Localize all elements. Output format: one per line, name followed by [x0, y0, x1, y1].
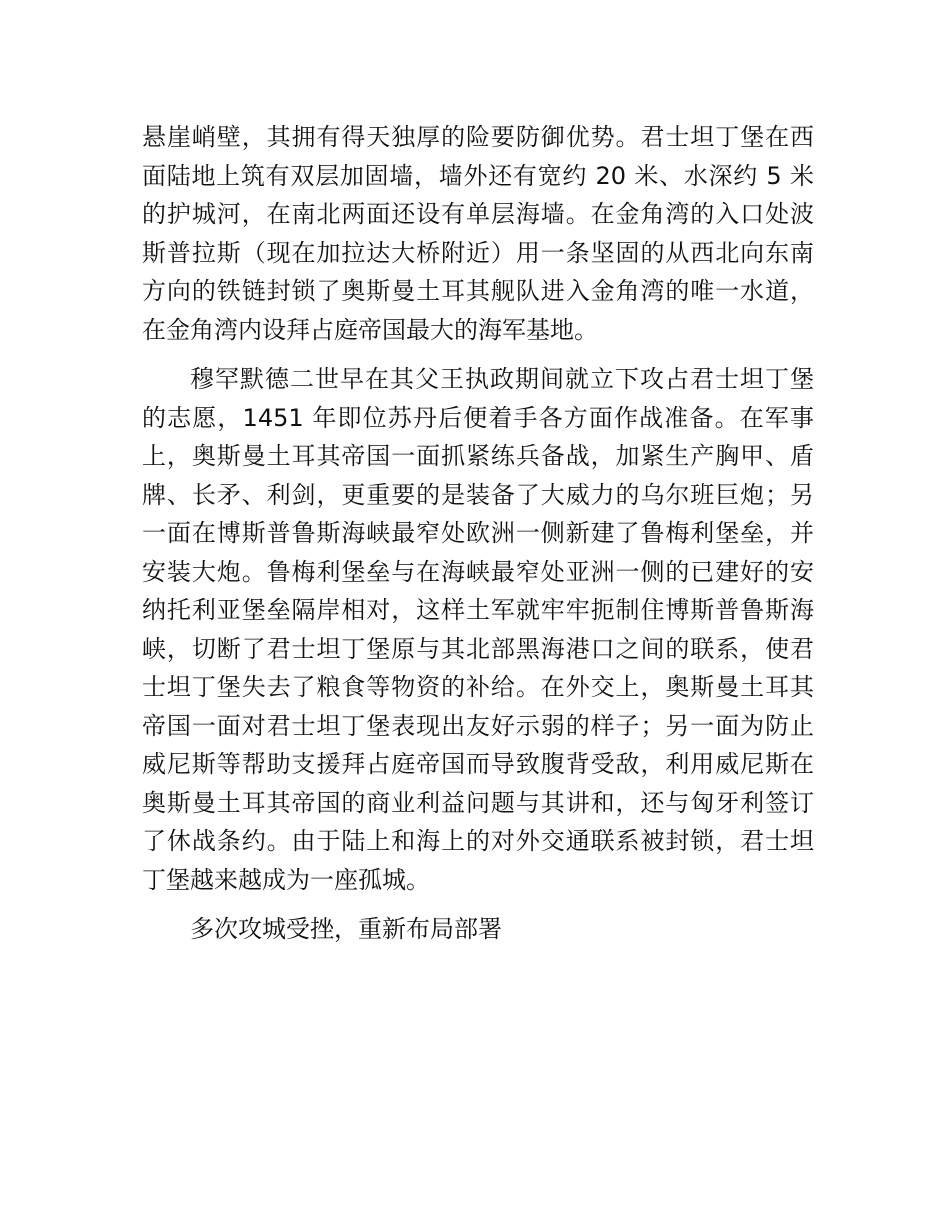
text-line: 了休战条约。由于陆上和海上的对外交通联系被封锁，君士坦	[142, 827, 814, 855]
paragraph-section-heading	[142, 910, 814, 949]
text-line: 丁堡越来越成为一座孤城。	[142, 865, 430, 894]
paragraph-defenses	[142, 118, 814, 349]
text-line: 士坦丁堡失去了粮食等物资的补给。在外交上，奥斯曼土耳其	[142, 673, 814, 701]
text-line: 纳托利亚堡垒隔岸相对，这样土军就牢牢扼制住博斯普鲁斯海	[142, 596, 814, 624]
text-line: 帝国一面对君士坦丁堡表现出友好示弱的样子；另一面为防止	[142, 711, 814, 740]
text-line: 在金角湾内设拜占庭帝国最大的海军基地。	[142, 315, 598, 344]
text-line: 的志愿，1451 年即位苏丹后便着手各方面作战准备。在军事	[142, 403, 814, 432]
text-line: 奥斯曼土耳其帝国的商业利益问题与其讲和，还与匈牙利签订	[142, 788, 814, 817]
text-line: 穆罕默德二世早在其父王执政期间就立下攻占君士坦丁堡	[190, 365, 814, 393]
text-line: 威尼斯等帮助支援拜占庭帝国而导致腹背受敌，利用威尼斯在	[142, 750, 814, 778]
paragraph-preparations	[142, 360, 814, 899]
text-line: 安装大炮。鲁梅利堡垒与在海峡最窄处亚洲一侧的已建好的安	[142, 557, 814, 586]
text-line: 一面在博斯普鲁斯海峡最窄处欧洲一侧新建了鲁梅利堡垒，并	[142, 519, 814, 547]
section-heading: 多次攻城受挫，重新布局部署	[190, 915, 502, 943]
text-line: 方向的铁链封锁了奥斯曼土耳其舰队进入金角湾的唯一水道，	[142, 277, 814, 305]
text-line: 斯普拉斯（现在加拉达大桥附近）用一条坚固的从西北向东南	[142, 238, 814, 267]
text-line: 面陆地上筑有双层加固墙，墙外还有宽约 20 米、水深约 5 米	[142, 161, 814, 190]
text-line: 牌、长矛、利剑，更重要的是装备了大威力的乌尔班巨炮；另	[142, 480, 814, 509]
text-line: 悬崖峭壁，其拥有得天独厚的险要防御优势。君士坦丁堡在西	[142, 123, 814, 151]
text-line: 的护城河，在南北两面还设有单层海墙。在金角湾的入口处波	[142, 200, 814, 228]
document-body	[142, 118, 814, 960]
text-line: 峡，切断了君士坦丁堡原与其北部黑海港口之间的联系，使君	[142, 634, 814, 663]
text-line: 上，奥斯曼土耳其帝国一面抓紧练兵备战，加紧生产胸甲、盾	[142, 442, 814, 470]
